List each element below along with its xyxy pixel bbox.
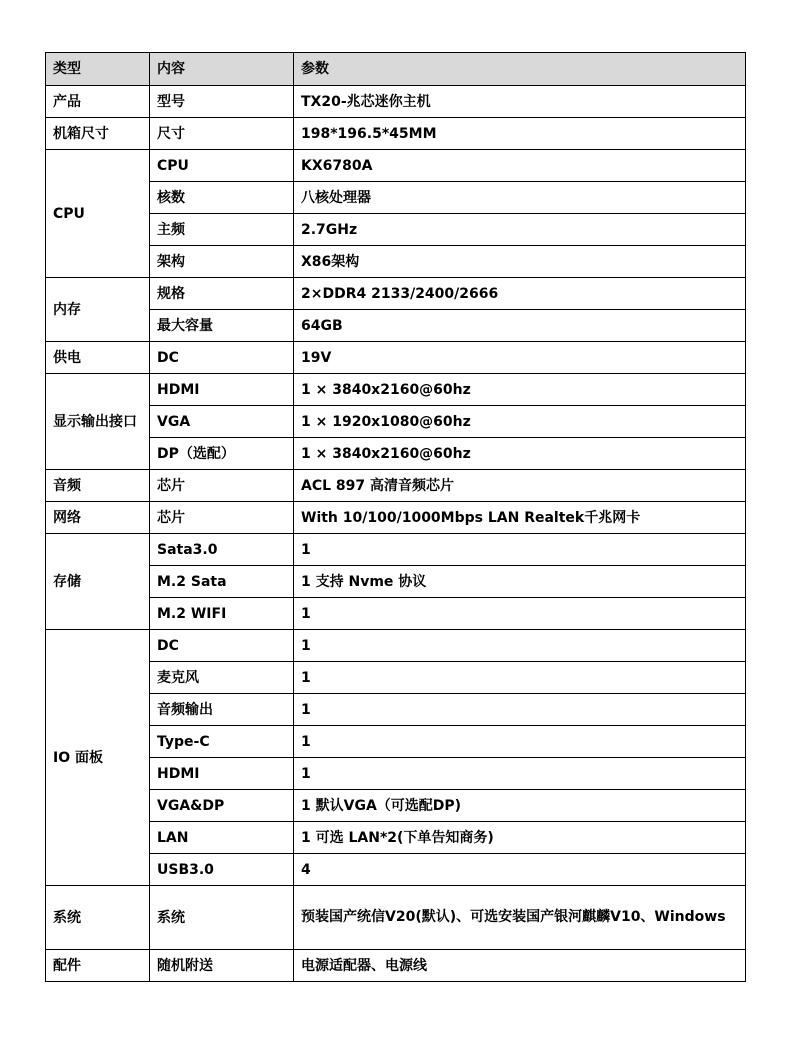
category-cell: IO 面板 (46, 630, 150, 886)
category-cell: CPU (46, 150, 150, 278)
header-type: 类型 (46, 53, 150, 86)
item-cell: VGA (150, 406, 294, 438)
value-cell: 198*196.5*45MM (294, 118, 746, 150)
value-cell: With 10/100/1000Mbps LAN Realtek千兆网卡 (294, 502, 746, 534)
value-cell: 预装国产统信V20(默认)、可选安装国产银河麒麟V10、Windows (294, 886, 746, 950)
item-cell: VGA&DP (150, 790, 294, 822)
category-cell: 音频 (46, 470, 150, 502)
item-cell: Sata3.0 (150, 534, 294, 566)
item-cell: M.2 Sata (150, 566, 294, 598)
item-cell: 随机附送 (150, 950, 294, 982)
category-cell: 内存 (46, 278, 150, 342)
item-cell: HDMI (150, 374, 294, 406)
item-cell: 核数 (150, 182, 294, 214)
item-cell: LAN (150, 822, 294, 854)
item-cell: 主频 (150, 214, 294, 246)
value-cell: 2.7GHz (294, 214, 746, 246)
category-cell: 存储 (46, 534, 150, 630)
table-row (46, 86, 746, 118)
table-row (46, 406, 746, 438)
table-row (46, 726, 746, 758)
table-row (46, 342, 746, 374)
table-row (46, 630, 746, 662)
value-cell: X86架构 (294, 246, 746, 278)
table-row (46, 214, 746, 246)
value-cell: 1 (294, 758, 746, 790)
table-row (46, 150, 746, 182)
value-cell: 64GB (294, 310, 746, 342)
table-row (46, 182, 746, 214)
item-cell: DP（选配） (150, 438, 294, 470)
value-cell: 2×DDR4 2133/2400/2666 (294, 278, 746, 310)
table-row (46, 598, 746, 630)
table-row (46, 534, 746, 566)
category-cell: 配件 (46, 950, 150, 982)
table-row (46, 310, 746, 342)
value-cell: TX20-兆芯迷你主机 (294, 86, 746, 118)
table-row (46, 502, 746, 534)
value-cell: 八核处理器 (294, 182, 746, 214)
value-cell: 1 (294, 662, 746, 694)
value-cell: 1 (294, 598, 746, 630)
value-cell: 1 × 3840x2160@60hz (294, 374, 746, 406)
table-row (46, 470, 746, 502)
item-cell: 系统 (150, 886, 294, 950)
item-cell: 音频输出 (150, 694, 294, 726)
value-cell: 1 × 1920x1080@60hz (294, 406, 746, 438)
header-content: 内容 (150, 53, 294, 86)
table-row (46, 886, 746, 950)
item-cell: 规格 (150, 278, 294, 310)
category-cell: 机箱尺寸 (46, 118, 150, 150)
category-cell: 网络 (46, 502, 150, 534)
spec-table (45, 52, 746, 982)
value-cell: 1 (294, 726, 746, 758)
table-row (46, 278, 746, 310)
item-cell: Type-C (150, 726, 294, 758)
item-cell: CPU (150, 150, 294, 182)
value-cell: 1 支持 Nvme 协议 (294, 566, 746, 598)
value-cell: 1 可选 LAN*2(下单告知商务) (294, 822, 746, 854)
table-row (46, 950, 746, 982)
category-cell: 系统 (46, 886, 150, 950)
category-cell: 显示输出接口 (46, 374, 150, 470)
category-cell: 产品 (46, 86, 150, 118)
table-row (46, 246, 746, 278)
value-cell: 1 (294, 630, 746, 662)
table-row (46, 374, 746, 406)
table-row (46, 758, 746, 790)
table-row (46, 822, 746, 854)
item-cell: DC (150, 342, 294, 374)
item-cell: USB3.0 (150, 854, 294, 886)
item-cell: 芯片 (150, 502, 294, 534)
table-row (46, 790, 746, 822)
value-cell: 1 × 3840x2160@60hz (294, 438, 746, 470)
table-row (46, 694, 746, 726)
item-cell: 麦克风 (150, 662, 294, 694)
value-cell: 4 (294, 854, 746, 886)
table-row (46, 118, 746, 150)
value-cell: 1 (294, 694, 746, 726)
value-cell: ACL 897 高清音频芯片 (294, 470, 746, 502)
value-cell: 19V (294, 342, 746, 374)
item-cell: 芯片 (150, 470, 294, 502)
item-cell: HDMI (150, 758, 294, 790)
item-cell: 型号 (150, 86, 294, 118)
value-cell: 1 (294, 534, 746, 566)
item-cell: DC (150, 630, 294, 662)
item-cell: 尺寸 (150, 118, 294, 150)
item-cell: 最大容量 (150, 310, 294, 342)
table-header-row (46, 53, 746, 86)
item-cell: 架构 (150, 246, 294, 278)
value-cell: 1 默认VGA（可选配DP) (294, 790, 746, 822)
item-cell: M.2 WIFI (150, 598, 294, 630)
table-row (46, 438, 746, 470)
table-row (46, 662, 746, 694)
header-param: 参数 (294, 53, 746, 86)
table-row (46, 854, 746, 886)
value-cell: KX6780A (294, 150, 746, 182)
category-cell: 供电 (46, 342, 150, 374)
table-row (46, 566, 746, 598)
value-cell: 电源适配器、电源线 (294, 950, 746, 982)
